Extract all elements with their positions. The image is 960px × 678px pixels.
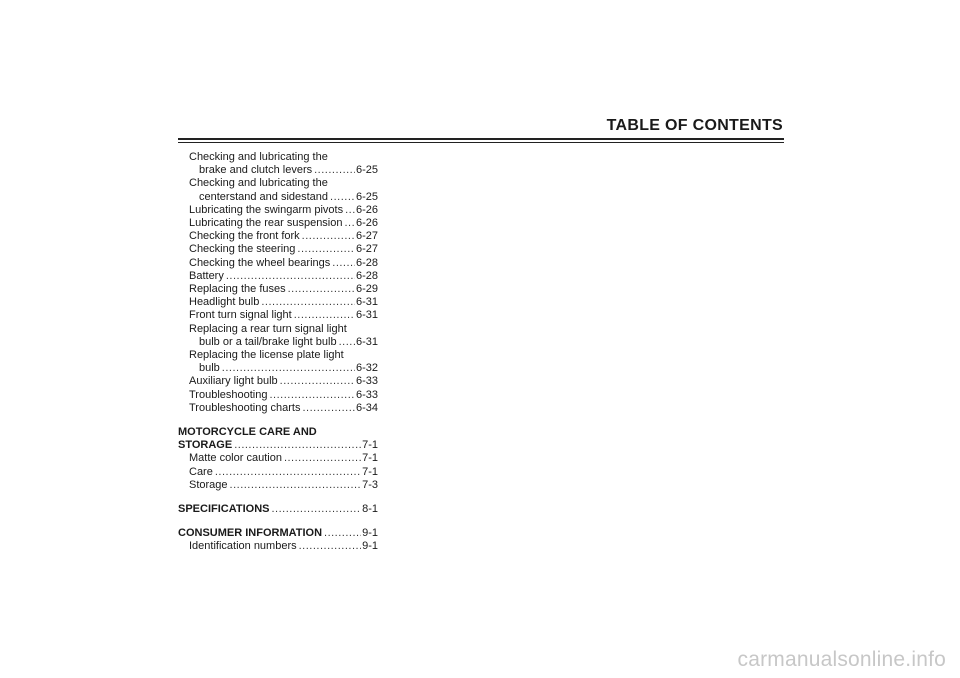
toc-row <box>178 466 378 479</box>
entry-label: Replacing the fuses <box>189 283 286 296</box>
toc-entry[interactable] <box>178 466 378 479</box>
entry-label: brake and clutch levers <box>199 164 313 177</box>
dot-leader <box>222 362 355 375</box>
page-number: 6-28 <box>355 269 378 282</box>
toc-row <box>178 243 378 256</box>
page-number: 9-1 <box>362 527 378 540</box>
toc-entry[interactable] <box>178 151 378 177</box>
section-title-label: STORAGE <box>178 439 233 452</box>
toc-row <box>178 439 378 452</box>
dot-leader <box>345 204 355 217</box>
toc-row <box>178 402 378 415</box>
toc-entry[interactable] <box>178 270 378 283</box>
dot-leader <box>344 217 354 230</box>
toc-entry[interactable] <box>178 230 378 243</box>
section-title-label: CONSUMER INFORMATION <box>178 527 323 540</box>
entry-label: bulb <box>199 362 220 375</box>
entry-label-line: Checking and lubricating the <box>189 151 328 163</box>
toc-section[interactable] <box>178 503 378 516</box>
page-number: 6-27 <box>355 230 378 243</box>
dot-leader <box>314 164 355 177</box>
toc-entry[interactable] <box>178 217 378 230</box>
page-number: 7-1 <box>362 465 378 478</box>
toc-row <box>178 389 378 402</box>
dot-leader <box>288 283 355 296</box>
toc-entry[interactable] <box>178 177 378 203</box>
page-number: 9-1 <box>362 540 378 553</box>
page-number: 6-27 <box>355 243 378 256</box>
dot-leader <box>332 257 355 270</box>
entry-label: Lubricating the rear suspension <box>189 217 343 230</box>
toc-entry[interactable] <box>178 309 378 322</box>
dot-leader <box>234 439 361 452</box>
page-number: 6-29 <box>355 283 378 296</box>
entry-label: centerstand and sidestand <box>199 190 329 203</box>
entry-label: Headlight bulb <box>189 296 260 309</box>
page-number: 6-33 <box>355 388 378 401</box>
entry-label: Front turn signal light <box>189 309 292 322</box>
dot-leader <box>280 375 355 388</box>
header-rule-thin <box>178 142 784 143</box>
page-number: 6-25 <box>355 190 378 203</box>
dot-leader <box>215 466 361 479</box>
entry-label: Identification numbers <box>189 540 297 553</box>
entry-label: Storage <box>189 478 228 491</box>
toc-row <box>178 296 378 309</box>
page-number: 6-31 <box>355 335 378 348</box>
page-number: 7-1 <box>362 439 378 452</box>
dot-leader <box>339 336 355 349</box>
page-number: 6-26 <box>355 203 378 216</box>
toc-row <box>178 191 378 204</box>
toc-entry[interactable] <box>178 243 378 256</box>
toc-section[interactable] <box>178 527 378 540</box>
dot-leader <box>330 191 355 204</box>
toc-row <box>178 479 378 492</box>
toc-row <box>178 362 378 375</box>
toc-row <box>178 540 378 553</box>
toc-entry[interactable] <box>178 283 378 296</box>
page-number: 6-25 <box>355 164 378 177</box>
entry-label-line: Replacing the license plate light <box>189 349 344 362</box>
page-number: 6-34 <box>355 401 378 414</box>
dot-leader <box>299 540 361 553</box>
toc-entry[interactable] <box>178 375 378 388</box>
section-spacer <box>178 516 378 527</box>
page-number: 8-1 <box>362 503 378 516</box>
toc-row <box>178 257 378 270</box>
dot-leader <box>261 296 355 309</box>
section-title-line: MOTORCYCLE CARE AND <box>178 426 317 439</box>
entry-label: Checking the steering <box>189 243 296 256</box>
section-spacer <box>178 492 378 503</box>
toc-entry[interactable] <box>178 389 378 402</box>
entry-label: Care <box>189 465 213 478</box>
toc-entry[interactable] <box>178 323 378 349</box>
page-title: TABLE OF CONTENTS <box>606 117 783 134</box>
watermark: carmanualsonline.info <box>737 648 946 671</box>
dot-leader <box>302 230 355 243</box>
dot-leader <box>226 270 355 283</box>
page-number: 6-31 <box>355 309 378 322</box>
page-number: 7-3 <box>362 478 378 491</box>
dot-leader <box>284 452 361 465</box>
entry-label: Troubleshooting <box>189 388 268 401</box>
section-title-label: SPECIFICATIONS <box>178 503 270 516</box>
dot-leader <box>303 402 355 415</box>
entry-label: Troubleshooting charts <box>189 401 301 414</box>
page-number: 6-26 <box>355 217 378 230</box>
toc-row <box>178 375 378 388</box>
dot-leader <box>297 243 355 256</box>
section-spacer <box>178 415 378 426</box>
page-number: 6-31 <box>355 296 378 309</box>
toc-row <box>178 204 378 217</box>
header-rule <box>178 138 784 140</box>
dot-leader <box>269 389 354 402</box>
page-number: 7-1 <box>362 452 378 465</box>
toc-row <box>178 336 378 349</box>
entry-label-line: Checking and lubricating the <box>189 177 328 190</box>
toc-entry[interactable] <box>178 204 378 217</box>
entry-label: Checking the wheel bearings <box>189 256 331 269</box>
toc-row <box>178 309 378 322</box>
entry-label: Matte color caution <box>189 452 282 465</box>
entry-label: Lubricating the swingarm pivots <box>189 203 344 216</box>
page-number: 6-33 <box>355 375 378 388</box>
toc-row <box>178 230 378 243</box>
entry-label-line: Replacing a rear turn signal light <box>189 322 347 335</box>
entry-label: Auxiliary light bulb <box>189 375 278 388</box>
toc-entry[interactable] <box>178 452 378 465</box>
toc-row <box>178 164 378 177</box>
toc-entry[interactable] <box>178 257 378 270</box>
entry-label: bulb or a tail/brake light bulb <box>199 335 337 348</box>
toc-row <box>178 452 378 465</box>
toc-row <box>178 503 378 516</box>
toc-entry[interactable] <box>178 479 378 492</box>
entry-label: Battery <box>189 269 224 282</box>
dot-leader <box>324 527 361 540</box>
table-of-contents <box>178 151 378 554</box>
dot-leader <box>271 503 361 516</box>
dot-leader <box>230 479 362 492</box>
toc-entry[interactable] <box>178 296 378 309</box>
dot-leader <box>294 309 355 322</box>
toc-entry[interactable] <box>178 540 378 553</box>
page-number: 6-28 <box>355 256 378 269</box>
toc-row <box>178 217 378 230</box>
toc-row <box>178 527 378 540</box>
page-number: 6-32 <box>355 362 378 375</box>
toc-row <box>178 270 378 283</box>
toc-section[interactable] <box>178 426 378 452</box>
entry-label: Checking the front fork <box>189 230 300 243</box>
toc-row <box>178 283 378 296</box>
toc-entry[interactable] <box>178 349 378 375</box>
toc-entry[interactable] <box>178 402 378 415</box>
